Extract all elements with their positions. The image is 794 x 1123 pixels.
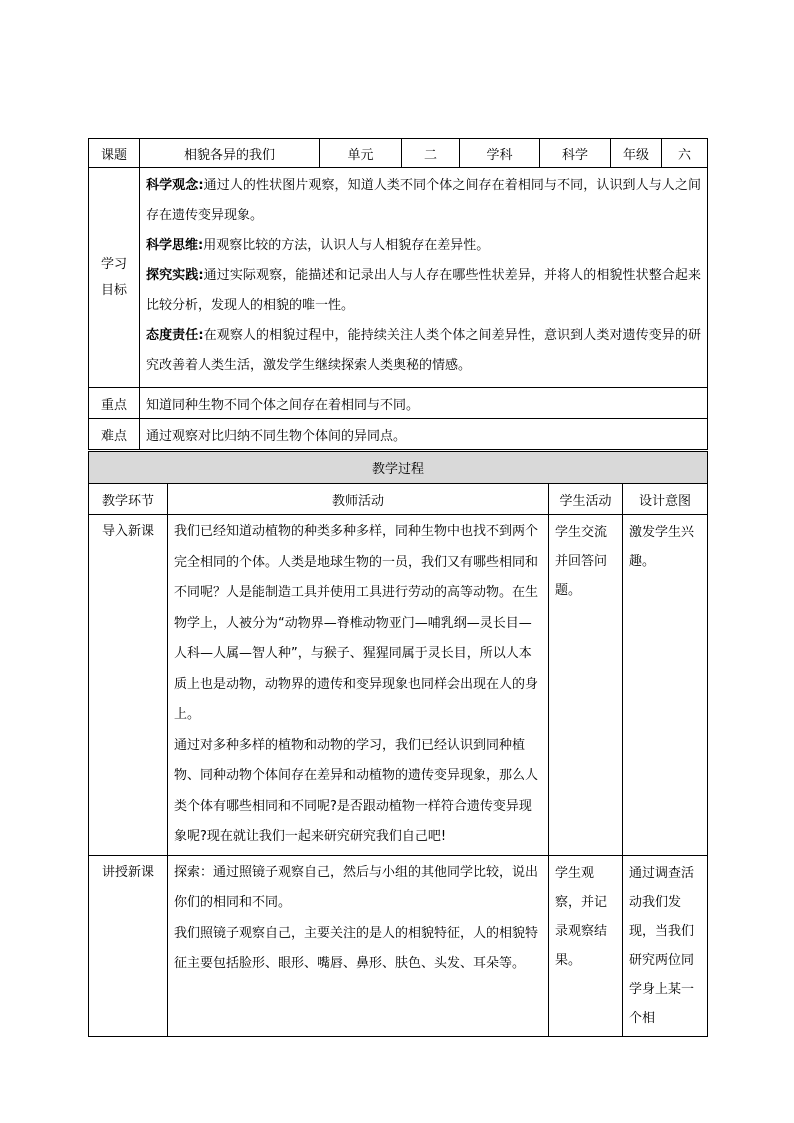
teacher-activity [168, 855, 549, 1036]
difficulty-label: 难点 [89, 419, 140, 450]
process-title: 教学过程 [89, 452, 708, 484]
teacher-paragraph: 我们照镜子观察自己，主要关注的是人的相貌特征，人的相貌特征主要包括脸形、眼形、嘴唇、鼻形、肤色、头发、耳朵等。 [174, 925, 539, 971]
key-point-label: 重点 [89, 388, 140, 419]
objective-item [146, 321, 701, 381]
column-header: 教学环节 [89, 484, 168, 515]
objectives-content [140, 168, 708, 388]
objective-text: 用观察比较的方法，认识人与人相貌存在差异性。 [203, 238, 490, 253]
grade-value: 六 [662, 139, 708, 168]
objective-item [146, 171, 701, 231]
student-activity: 学生交流并回答问题。 [549, 515, 623, 856]
teacher-paragraph: 我们已经知道动植物的种类多种多样，同种生物中也找不到两个完全相同的个体。人类是地球生物的一员，我们又有哪些相同和不同呢？人是能制造工具并使用工具进行劳动的高等动物。在生物学上，人被分为“动物界—脊椎动物亚门—哺乳纲—灵长目—人科—人属—智人种”，与猴子、猩猩同属于灵长目，所以人本质上也是动物，动物界的遗传和变异现象也同样会出现在人的身上。 [174, 524, 539, 722]
objective-title: 科学观念: [146, 178, 204, 193]
objectives-label-line1: 学习 [100, 256, 127, 272]
objective-text: 通过实际观察，能描述和记录出人与人存在哪些性状差异，并将人的相貌性状整合起来比较分析，发现人的相貌的唯一性。 [146, 268, 701, 313]
unit-label: 单元 [320, 139, 402, 168]
objectives-label [89, 168, 140, 388]
objective-title: 探究实践: [146, 268, 204, 283]
grade-label: 年级 [611, 139, 662, 168]
header-row [89, 139, 708, 168]
difficulty-text: 通过观察对比归纳不同生物个体间的异同点。 [140, 419, 708, 450]
objective-item [146, 261, 701, 321]
objective-text: 通过人的性状图片观察，知道人类不同个体之间存在着相同与不同，认识到人与人之间存在遗传变异现象。 [146, 178, 701, 223]
teacher-paragraph: 探索：通过照镜子观察自己，然后与小组的其他同学比较，说出你们的相同和不同。 [174, 864, 539, 910]
objectives-label-line2: 目标 [100, 282, 127, 298]
difficulty-row [89, 419, 708, 450]
subject-value: 科学 [540, 139, 611, 168]
column-header: 学生活动 [549, 484, 623, 515]
table-row [89, 515, 708, 856]
student-activity: 学生观察，并记录观察结果。 [549, 855, 623, 1036]
objective-title: 态度责任: [146, 328, 204, 343]
objectives-row [89, 168, 708, 388]
subject-label: 学科 [460, 139, 540, 168]
column-header: 设计意图 [623, 484, 708, 515]
design-intent: 激发学生兴趣。 [623, 515, 708, 856]
stage-label: 讲授新课 [89, 855, 168, 1036]
column-header: 教师活动 [168, 484, 549, 515]
teacher-activity [168, 515, 549, 856]
objective-item [146, 231, 701, 261]
topic-value: 相貌各异的我们 [140, 139, 320, 168]
process-column-header [89, 484, 708, 515]
lesson-info-table [88, 138, 708, 450]
objective-title: 科学思维: [146, 238, 204, 253]
design-intent: 通过调查活动我们发现，当我们研究两位同学身上某一个相 [623, 855, 708, 1036]
key-point-text: 知道同种生物不同个体之间存在着相同与不同。 [140, 388, 708, 419]
teaching-process-table [88, 451, 708, 1037]
unit-value: 二 [402, 139, 460, 168]
key-point-row [89, 388, 708, 419]
process-title-row [89, 452, 708, 484]
teacher-paragraph: 通过对多种多样的植物和动物的学习，我们已经认识到同种植物、同种动物个体间存在差异和动植物的遗传变异现象，那么人类个体有哪些相同和不同呢?是否跟动植物一样符合遗传变异现象呢?现在就让我们一起来研究研究我们自己吧! [174, 737, 539, 844]
topic-label: 课题 [89, 139, 140, 168]
stage-label: 导入新课 [89, 515, 168, 856]
objective-text: 在观察人的相貌过程中，能持续关注人类个体之间差异性，意识到人类对遗传变异的研究改善着人类生活，激发学生继续探索人类奥秘的情感。 [146, 328, 701, 373]
table-row [89, 855, 708, 1036]
